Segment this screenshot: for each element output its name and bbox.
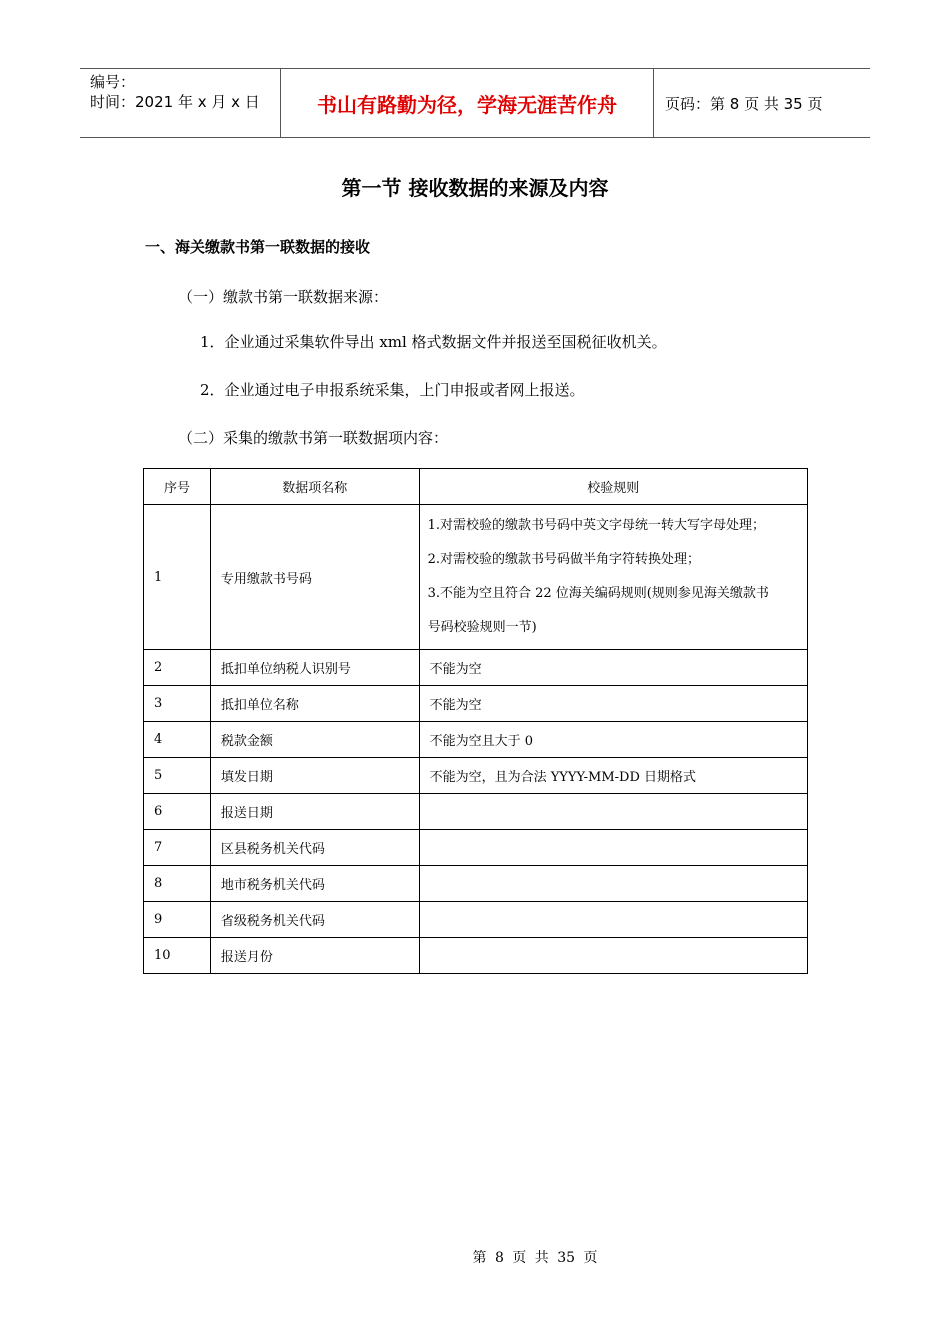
- cell-name: 区县税务机关代码: [210, 830, 419, 866]
- header-meta: [80, 69, 281, 137]
- header-motto: 书山有路勤为径，学海无涯苦作舟: [281, 69, 654, 137]
- cell-name: 报送日期: [210, 794, 419, 830]
- rule-line: 3.不能为空且符合 22 位海关编码规则(规则参见海关缴款书: [427, 586, 769, 601]
- list-item-1: 1．企业通过采集软件导出 xml 格式数据文件并报送至国税征收机关。: [200, 333, 667, 351]
- cell-no: 6: [144, 794, 211, 830]
- table-row: [144, 938, 808, 974]
- header-page-info: 页码：第 8 页 共 35 页: [665, 94, 823, 113]
- table-header-row: [144, 469, 808, 505]
- table-row: [144, 902, 808, 938]
- rule-line: 1.对需校验的缴款书号码中英文字母统一转大写字母处理；: [427, 518, 765, 533]
- table-row: [144, 650, 808, 686]
- cell-no: 8: [144, 866, 211, 902]
- page-header: [80, 68, 870, 138]
- cell-rule: [419, 794, 807, 830]
- cell-name: 省级税务机关代码: [210, 902, 419, 938]
- cell-name: 税款金额: [210, 722, 419, 758]
- cell-name: 地市税务机关代码: [210, 866, 419, 902]
- cell-name: 报送月份: [210, 938, 419, 974]
- cell-rule: [419, 830, 807, 866]
- cell-rule: [419, 938, 807, 974]
- table-row: [144, 830, 808, 866]
- cell-no: 9: [144, 902, 211, 938]
- rule-line: 2.对需校验的缴款书号码做半角字符转换处理；: [427, 552, 700, 567]
- header-rule: 校验规则: [419, 469, 807, 505]
- page-footer: 第 8 页 共 35 页: [472, 1250, 598, 1266]
- cell-no: 3: [144, 686, 211, 722]
- cell-no: 1: [144, 505, 211, 650]
- table-row: [144, 505, 808, 650]
- cell-name: 抵扣单位名称: [210, 686, 419, 722]
- cell-name: 专用缴款书号码: [210, 505, 419, 650]
- cell-rule: [419, 505, 807, 650]
- table-row: [144, 794, 808, 830]
- subheading-source: （一）缴款书第一联数据来源：: [178, 288, 389, 306]
- cell-no: 5: [144, 758, 211, 794]
- cell-no: 4: [144, 722, 211, 758]
- table-row: [144, 758, 808, 794]
- table-row: [144, 722, 808, 758]
- heading-1: 一、海关缴款书第一联数据的接收: [145, 238, 371, 256]
- rule-line: 号码校验规则一节): [427, 620, 537, 635]
- table-row: [144, 866, 808, 902]
- subheading-content: （二）采集的缴款书第一联数据项内容：: [178, 429, 449, 447]
- cell-rule: [419, 902, 807, 938]
- cell-rule: 不能为空: [419, 650, 807, 686]
- table-row: [144, 686, 808, 722]
- cell-name: 填发日期: [210, 758, 419, 794]
- header-name: 数据项名称: [210, 469, 419, 505]
- cell-rule: [419, 866, 807, 902]
- cell-no: 10: [144, 938, 211, 974]
- cell-rule: 不能为空且大于 0: [419, 722, 807, 758]
- document-time-label: 时间：2021 年 x 月 x 日: [90, 93, 260, 111]
- cell-no: 7: [144, 830, 211, 866]
- cell-rule: 不能为空，且为合法 YYYY-MM-DD 日期格式: [419, 758, 807, 794]
- cell-no: 2: [144, 650, 211, 686]
- data-items-table: [143, 468, 808, 974]
- header-no: 序号: [144, 469, 211, 505]
- section-title: 第一节 接收数据的来源及内容: [341, 176, 609, 200]
- document-number-label: 编号：: [90, 73, 136, 91]
- cell-name: 抵扣单位纳税人识别号: [210, 650, 419, 686]
- list-item-2: 2．企业通过电子申报系统采集，上门申报或者网上报送。: [200, 381, 585, 399]
- cell-rule: 不能为空: [419, 686, 807, 722]
